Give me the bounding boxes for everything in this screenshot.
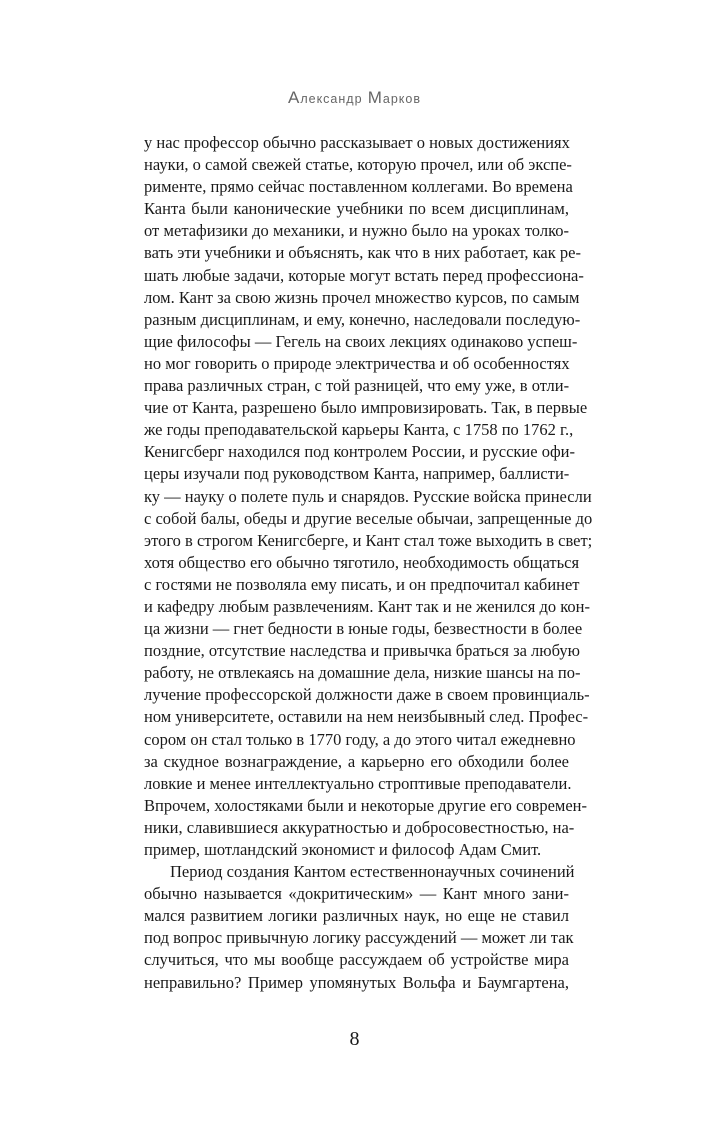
text-line: лом. Кант за свою жизнь прочел множество курсов, по самым	[144, 287, 580, 307]
author-first-name-rest: лександр	[300, 92, 363, 106]
text-line: хотя общество его обычно тяготило, необходимость общаться	[144, 552, 580, 572]
text-line: же годы преподавательской карьеры Канта, с 1758 по 1762 г.,	[144, 420, 574, 440]
text-line: за скудное вознаграждение, а карьерно его обходили более	[144, 751, 569, 771]
text-line: но мог говорить о природе электричества и об особенностях	[144, 353, 570, 373]
author-initial: А	[287, 88, 301, 107]
text-line: мался развитием логики различных наук, но еще не ставил	[144, 906, 569, 926]
text-line: работу, не отвлекаясь на домашние дела, низкие шансы на по-	[144, 663, 581, 683]
page-body-text	[144, 132, 593, 994]
text-line: ловкие и менее интеллектуально строптивые преподаватели.	[144, 773, 572, 793]
text-line: права различных стран, с той разницей, что ему уже, в отли-	[144, 376, 570, 396]
text-line: с собой балы, обеды и другие веселые обычаи, запрещенные до	[144, 508, 593, 528]
page-number: 8	[349, 1028, 360, 1050]
text-line: сором он стал только в 1770 году, а до этого читал ежедневно	[144, 729, 576, 749]
text-line: лучение профессорской должности даже в своем провинциаль-	[144, 685, 590, 705]
text-line: и кафедру любым развлечениям. Кант так и не женился до кон-	[144, 596, 590, 616]
text-line: Канта были канонические учебники по всем дисциплинам,	[144, 199, 569, 219]
text-line: науки, о самой свежей статье, которую прочел, или об экспе-	[144, 155, 572, 175]
text-line: ку — науку о полете пуль и снарядов. Русские войска принесли	[144, 486, 592, 506]
text-line: вать эти учебники и объяснять, как что в них работает, как ре-	[144, 243, 581, 263]
text-line: с гостями не позволяла ему писать, и он предпочитал кабинет	[144, 574, 580, 594]
text-line: щие философы — Гегель на своих лекциях одинаково успеш-	[144, 331, 578, 351]
text-line: пример, шотландский экономист и философ Адам Смит.	[144, 840, 542, 859]
text-line: ца жизни — гнет бедности в юные годы, безвестности в более	[144, 619, 583, 639]
text-line: поздние, отсутствие наследства и привычка браться за любую	[144, 641, 580, 661]
text-line: разным дисциплинам, и ему, конечно, наследовали последую-	[144, 309, 581, 329]
text-line: церы изучали под руководством Канта, например, баллисти-	[144, 464, 570, 484]
text-line: шать любые задачи, которые могут встать перед профессиона-	[144, 265, 584, 285]
text-line: у нас профессор обычно рассказывает о новых достижениях	[144, 133, 570, 152]
text-line: Кенигсберг находился под контролем России, и русские офи-	[144, 442, 575, 462]
text-line: под вопрос привычную логику рассуждений — может ли так	[144, 928, 574, 948]
text-line: Период создания Кантом естественнонаучных сочинений	[170, 862, 575, 882]
text-line: рименте, прямо сейчас поставленном коллегами. Во времена	[144, 177, 573, 197]
text-line: от метафизики до механики, и нужно было на уроках толко-	[144, 221, 569, 241]
author-last-name-rest: арков	[382, 92, 421, 106]
text-line: ном университете, оставили на нем неизбывный след. Профес-	[144, 707, 589, 727]
text-line: этого в строгом Кенигсберге, и Кант стал тоже выходить в свет;	[144, 530, 593, 550]
text-line: ники, славившиеся аккуратностью и добросовестностью, на-	[144, 817, 575, 837]
text-line: неправильно? Пример упомянутых Вольфа и Баумгартена,	[144, 972, 569, 992]
text-line: обычно называется «докритическим» — Кант много зани-	[144, 884, 569, 904]
text-line: Впрочем, холостяками были и некоторые другие его современ-	[144, 795, 587, 815]
text-line: чие от Канта, разрешено было импровизировать. Так, в первые	[144, 398, 588, 418]
author-initial: М	[367, 88, 383, 107]
text-line: случиться, что мы вообще рассуждаем об устройстве мира	[144, 950, 569, 970]
running-header-author	[0, 88, 709, 109]
